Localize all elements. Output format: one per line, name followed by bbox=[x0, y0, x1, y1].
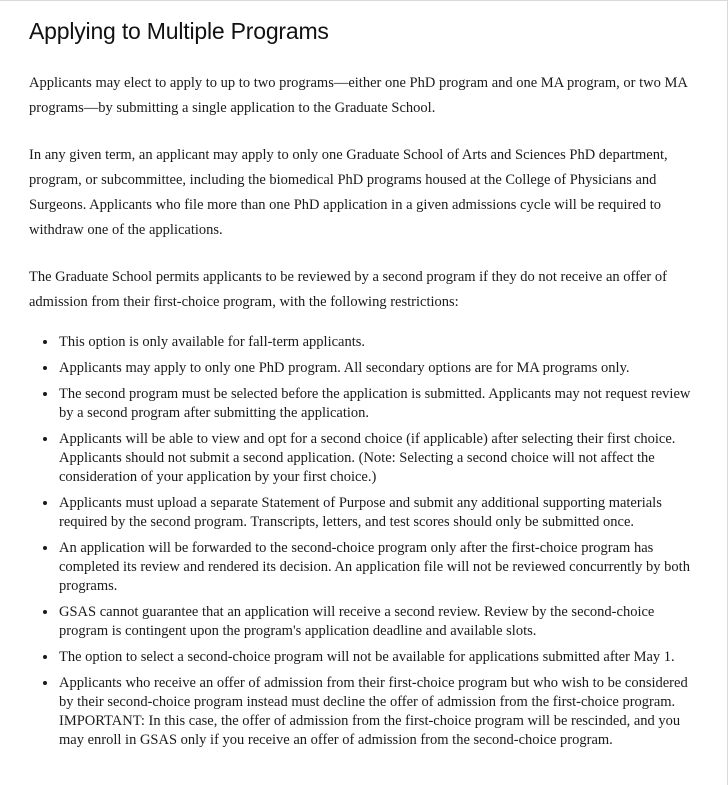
restrictions-list bbox=[29, 333, 693, 750]
page-title: Applying to Multiple Programs bbox=[29, 18, 329, 44]
list-item: • The option to select a second-choice program will not be available for applications submitted after May 1. bbox=[58, 648, 693, 667]
phd-limit-paragraph: In any given term, an applicant may apply to only one Graduate School of Arts and Sciences PhD department, program, or subcommittee, including the biomedical PhD programs housed at the College of Physicians and Surgeons. Applicants who file more than one PhD application in a given admissions cycle will be required to withdraw one of the applications. bbox=[29, 147, 668, 238]
list-item: • Applicants may apply to only one PhD program. All secondary options are for MA programs only. bbox=[58, 359, 693, 378]
intro-paragraph: Applicants may elect to apply to up to two programs—either one PhD program and one MA program, or two MA programs—by submitting a single application to the Graduate School. bbox=[29, 75, 688, 116]
list-item: • An application will be forwarded to the second-choice program only after the first-choice program has completed its review and rendered its decision. An application file will not be reviewed concurrently by both programs. bbox=[58, 539, 693, 596]
list-item: • Applicants will be able to view and opt for a second choice (if applicable) after selecting their first choice. Applicants should not submit a second application. (Note: Selecting a second choice will not affect the consideration of your application by your first choice.) bbox=[58, 430, 693, 487]
list-item: • The second program must be selected before the application is submitted. Applicants may not request review by a second program after submitting the application. bbox=[58, 385, 693, 423]
top-divider bbox=[0, 0, 728, 1]
list-item: • This option is only available for fall-term applicants. bbox=[58, 333, 693, 352]
list-item: • Applicants who receive an offer of admission from their first-choice program but who wish to be considered by their second-choice program instead must decline the offer of admission from the first-choice program. IMPORTANT: In this case, the offer of admission from the first-choice program will be rescinded, and you may enroll in GSAS only if you receive an offer of admission from the second-choice program. bbox=[58, 674, 693, 750]
article-content bbox=[29, 17, 693, 757]
second-program-paragraph: The Graduate School permits applicants to be reviewed by a second program if they do not receive an offer of admission from their first-choice program, with the following restrictions: bbox=[29, 269, 667, 310]
list-item: • Applicants must upload a separate Statement of Purpose and submit any additional supporting materials required by the second program. Transcripts, letters, and test scores should only be submitted once. bbox=[58, 494, 693, 532]
list-item: • GSAS cannot guarantee that an application will receive a second review. Review by the second-choice program is contingent upon the program's application deadline and available slots. bbox=[58, 603, 693, 641]
